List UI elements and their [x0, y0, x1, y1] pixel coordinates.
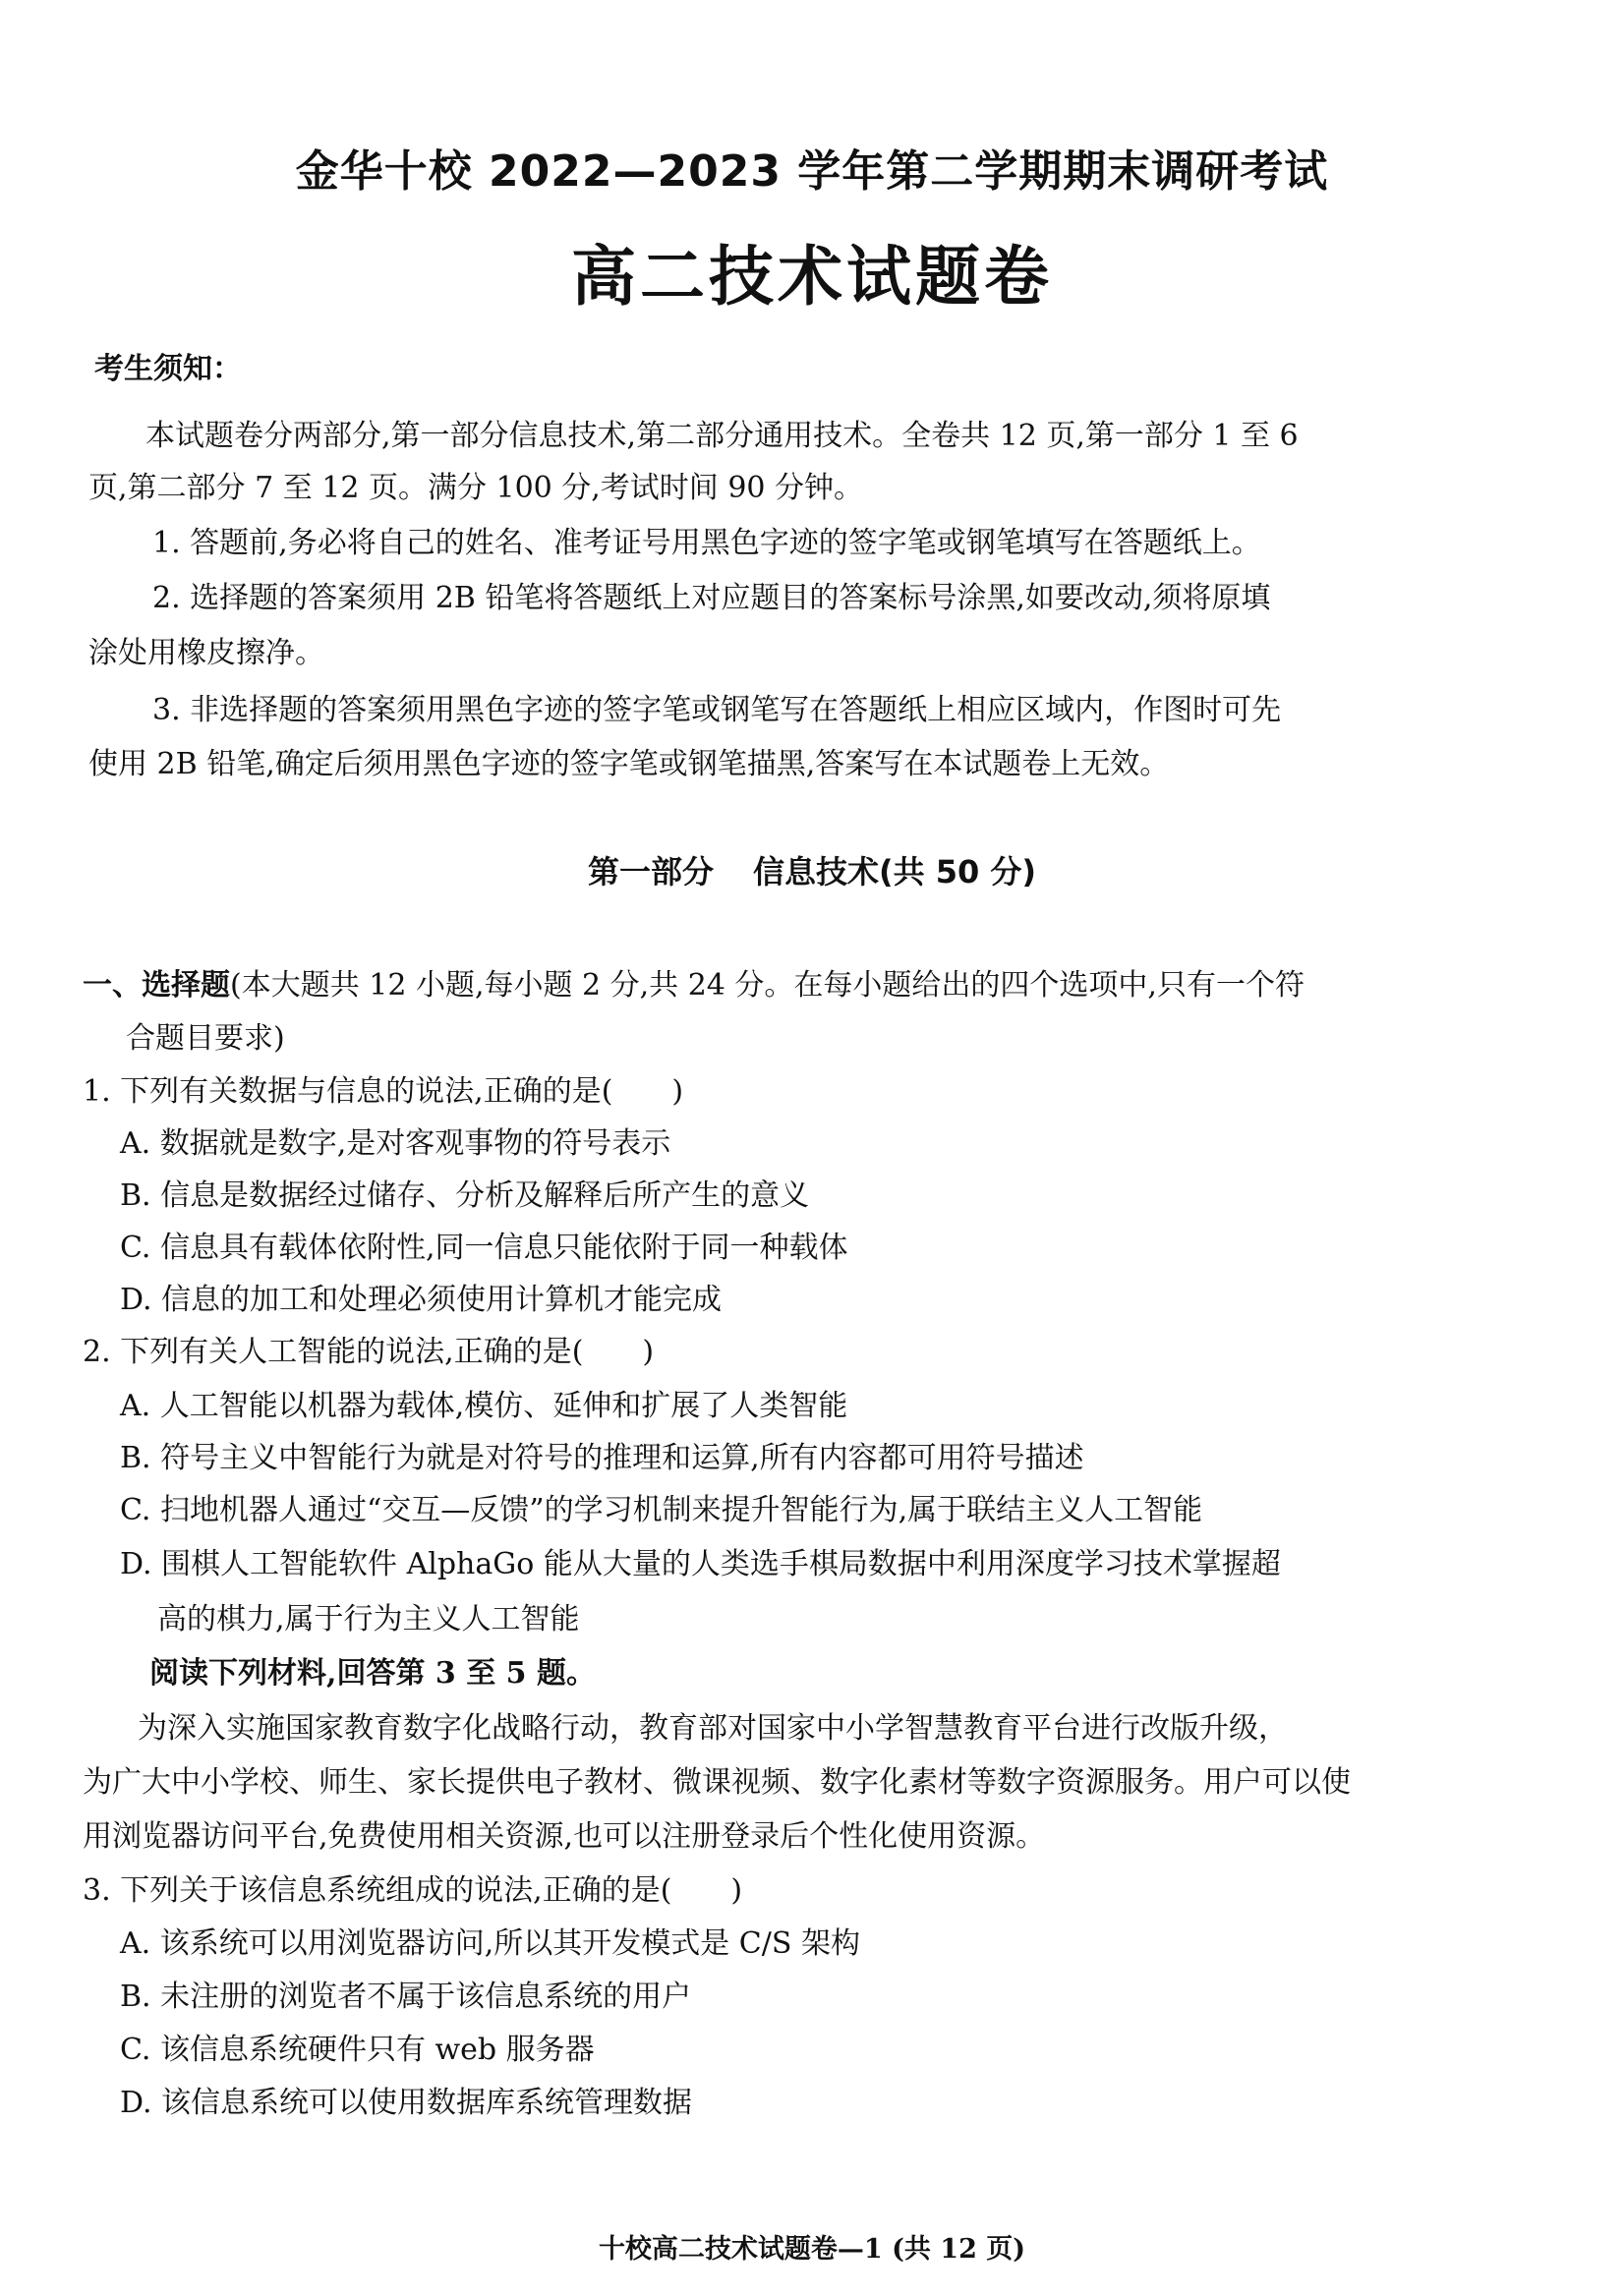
question-2-option-d: D. 围棋人工智能软件 AlphaGo 能从大量的人类选手棋局数据中利用深度学习技术掌握超 — [120, 1547, 1281, 1581]
question-2-option-c: C. 扫地机器人通过“交互—反馈”的学习机制来提升智能行为,属于联结主义人工智能 — [120, 1493, 1203, 1527]
question-3-option-d: D. 该信息系统可以使用数据库系统管理数据 — [120, 2086, 693, 2120]
reading-line-2: 为广大中小学校、师生、家长提供电子教材、微课视频、数字化素材等数字资源服务。用户可以使 — [83, 1765, 1351, 1800]
question-2-option-d-cont: 高的棋力,属于行为主义人工智能 — [157, 1602, 580, 1636]
notice-intro-line1: 本试题卷分两部分,第一部分信息技术,第二部分通用技术。全卷共 12 页,第一部分 1 至 6 — [145, 419, 1299, 453]
section1-heading — [83, 960, 1305, 1004]
question-1-option-d: D. 信息的加工和处理必须使用计算机才能完成 — [120, 1283, 723, 1317]
question-1-option-a: A. 数据就是数字,是对客观事物的符号表示 — [120, 1126, 671, 1161]
notice-item-2-line1: 2. 选择题的答案须用 2B 铅笔将答题纸上对应题目的答案标号涂黑,如要改动,须将原填 — [152, 581, 1271, 615]
question-3-option-b: B. 未注册的浏览者不属于该信息系统的用户 — [120, 1980, 692, 2014]
question-1-option-c: C. 信息具有载体依附性,同一信息只能依附于同一种载体 — [120, 1231, 848, 1265]
notice-item-1: 1. 答题前,务必将自己的姓名、准考证号用黑色字迹的签字笔或钢笔填写在答题纸上。 — [152, 526, 1261, 560]
notice-item-3-line1: 3. 非选择题的答案须用黑色字迹的签字笔或钢笔写在答题纸上相应区域内，作图时可先 — [152, 693, 1282, 727]
notice-heading: 考生须知： — [94, 352, 242, 386]
part1-heading — [0, 847, 1624, 892]
part1-title: 信息技术(共 50 分) — [752, 853, 1037, 890]
section1-title: 一、选择题 — [83, 968, 230, 1003]
notice-intro-line2: 页,第二部分 7 至 12 页。满分 100 分,考试时间 90 分钟。 — [88, 471, 864, 505]
page-footer: 十校高二技术试题卷—1 (共 12 页) — [598, 2234, 1026, 2265]
question-3-stem: 3. 下列关于该信息系统组成的说法,正确的是( ) — [83, 1873, 743, 1908]
notice-item-3-line2: 使用 2B 铅笔,确定后须用黑色字迹的签字笔或钢笔描黑,答案写在本试题卷上无效。 — [88, 747, 1170, 781]
question-2-stem: 2. 下列有关人工智能的说法,正确的是( ) — [83, 1335, 655, 1369]
section1-desc: (本大题共 12 小题,每小题 2 分,共 24 分。在每小题给出的四个选项中,只有一个符 — [230, 968, 1305, 1003]
part1-label: 第一部分 — [587, 853, 714, 890]
notice-item-2-line2: 涂处用橡皮擦净。 — [88, 636, 324, 670]
reading-intro: 阅读下列材料,回答第 3 至 5 题。 — [149, 1656, 596, 1691]
question-1-option-b: B. 信息是数据经过储存、分析及解释后所产生的意义 — [120, 1178, 810, 1213]
reading-line-1: 为深入实施国家教育数字化战略行动，教育部对国家中小学智慧教育平台进行改版升级， — [138, 1711, 1288, 1746]
reading-line-3: 用浏览器访问平台,免费使用相关资源,也可以注册登录后个性化使用资源。 — [83, 1819, 1046, 1854]
question-3-option-a: A. 该系统可以用浏览器访问,所以其开发模式是 C/S 架构 — [120, 1926, 860, 1961]
question-2-option-a: A. 人工智能以机器为载体,模仿、延伸和扩展了人类智能 — [120, 1389, 848, 1423]
question-3-option-c: C. 该信息系统硬件只有 web 服务器 — [120, 2033, 595, 2067]
question-1-stem: 1. 下列有关数据与信息的说法,正确的是( ) — [83, 1074, 684, 1109]
section1-desc-line2: 合题目要求) — [126, 1021, 285, 1056]
paper-title: 高二技术试题卷 — [571, 239, 1053, 315]
question-2-option-b: B. 符号主义中智能行为就是对符号的推理和运算,所有内容都可用符号描述 — [120, 1441, 1084, 1475]
exam-title: 金华十校 2022—2023 学年第二学期期末调研考试 — [295, 146, 1329, 197]
